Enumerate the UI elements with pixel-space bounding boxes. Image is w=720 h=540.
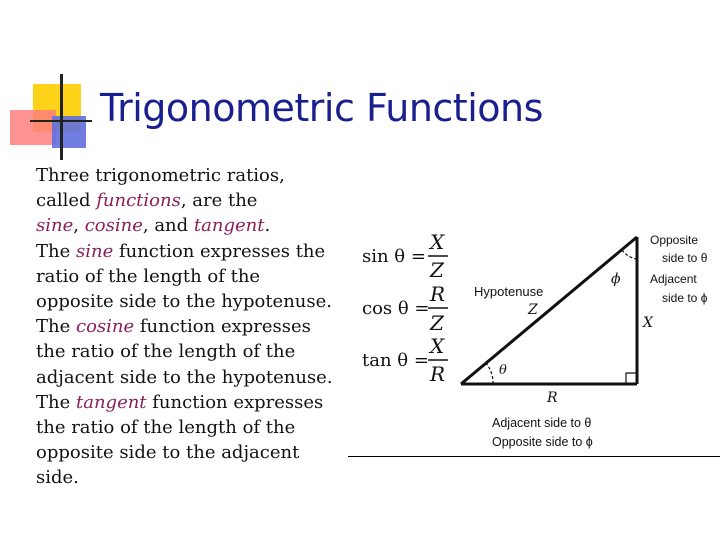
triangle-labels (474, 233, 708, 449)
term-cosine: cosine (75, 316, 135, 338)
text-run: adjacent side to the hypotenuse. (36, 366, 333, 388)
phi-arc (622, 250, 637, 259)
term-tangent: tangent (75, 391, 147, 413)
text-run: Three trigonometric ratios, (36, 165, 285, 186)
text-run: The (36, 391, 76, 413)
z-label: Z (528, 302, 538, 318)
cos-denominator: Z (430, 311, 444, 335)
phi-label: ϕ (611, 271, 621, 287)
text-run: the ratio of the length of the (36, 417, 296, 439)
term-tangent: tangent (193, 215, 265, 237)
text-run: called (36, 190, 97, 212)
text-run: , are the (180, 190, 258, 212)
tan-lhs: tan θ = (362, 350, 429, 371)
tan-numerator: X (430, 334, 445, 358)
slide-title: Trigonometric Functions (100, 86, 543, 130)
text-run: function expresses (146, 391, 324, 413)
term-cosine: cosine (84, 215, 143, 237)
r-label: R (547, 390, 558, 406)
note-side-to-theta: side to θ (662, 251, 708, 265)
note-adjacent: Adjacent (650, 272, 697, 286)
hypotenuse-line (461, 237, 637, 384)
sin-lhs: sin θ = (362, 246, 426, 267)
text-run: The (36, 316, 76, 338)
term-sine: sine (36, 215, 74, 237)
right-triangle (461, 237, 637, 384)
text-run: opposite side to the hypotenuse. (36, 291, 333, 313)
tan-denominator: R (430, 362, 446, 386)
right-angle-marker (626, 373, 637, 384)
term-sine: sine (75, 240, 114, 262)
text-run: ratio of the length of the (36, 265, 261, 287)
text-run: function expresses (134, 316, 311, 338)
term-functions: functions (96, 190, 181, 212)
cos-lhs: cos θ = (362, 298, 430, 319)
note-opposite-side-to-phi: Opposite side to ϕ (492, 435, 593, 449)
note-side-to-phi: side to ϕ (662, 291, 708, 305)
text-run: The (36, 240, 76, 262)
text-run: opposite side to the adjacent (36, 442, 300, 464)
note-opposite: Opposite (650, 233, 699, 247)
figure-baseline-rule (348, 456, 720, 457)
text-run: , (73, 215, 85, 237)
text-run: . (264, 215, 271, 237)
x-label: X (643, 315, 653, 331)
theta-arc (486, 363, 493, 384)
cos-numerator: R (430, 282, 446, 306)
text-run: function expresses the (113, 240, 326, 262)
sin-numerator: X (430, 230, 445, 254)
text-run: side. (36, 467, 79, 489)
sin-denominator: Z (430, 258, 444, 282)
hypotenuse-label: Hypotenuse (474, 284, 544, 299)
formula-group (362, 230, 448, 386)
theta-label: θ (499, 363, 507, 378)
text-run: the ratio of the length of the (36, 341, 296, 363)
text-run: , and (142, 215, 194, 237)
note-adjacent-side-to-theta: Adjacent side to θ (492, 416, 592, 430)
